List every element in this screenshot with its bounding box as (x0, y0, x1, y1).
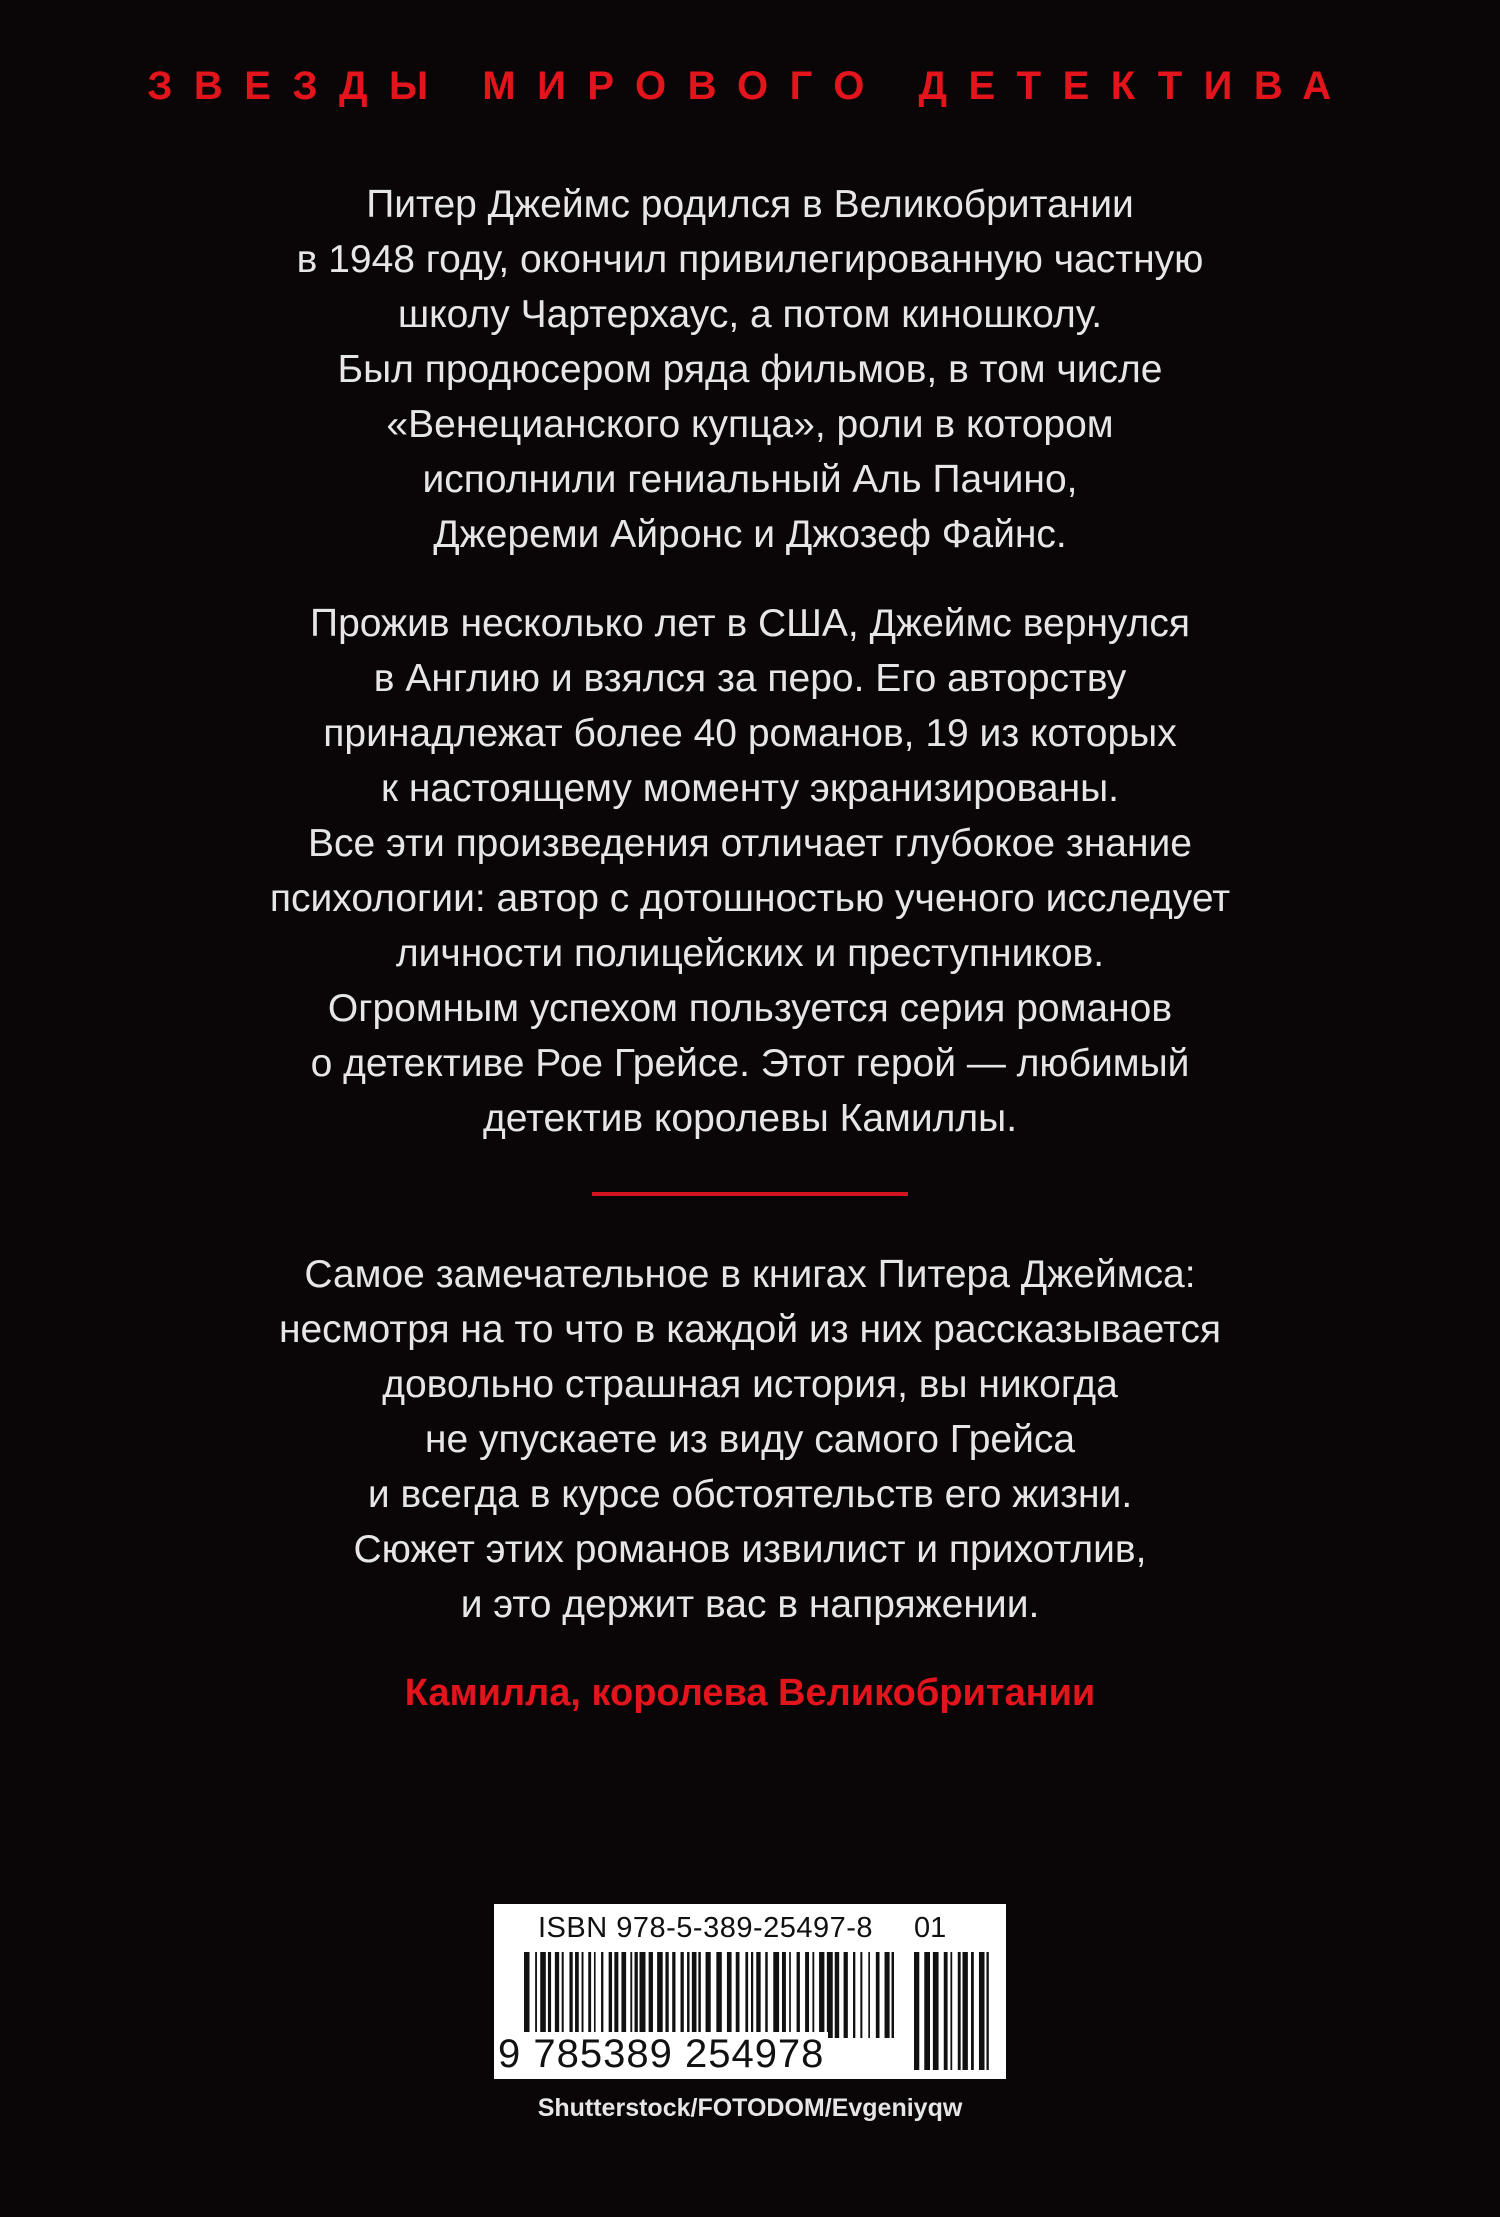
barcode-bar (844, 1952, 848, 2038)
barcode-bar (692, 1952, 697, 2038)
author-bio-paragraph (0, 177, 1500, 562)
barcode-bar (716, 1952, 721, 2038)
text-line: несмотря на то что в каждой из них рассказывается (278, 1308, 1222, 1351)
barcode-bar (986, 1952, 988, 2070)
text-line: Все эти произведения отличает глубокое знание (308, 822, 1192, 865)
barcode-bar (621, 1952, 626, 2038)
barcode-addon-label: 01 (914, 1912, 947, 1944)
barcode-bar (805, 1952, 809, 2038)
barcode-bar (958, 1952, 961, 2070)
text-line: в Англию и взялся за перо. Его авторству (373, 657, 1127, 700)
text-line: Прожив несколько лет в США, Джеймс вернулся (310, 602, 1190, 645)
barcode-bar (745, 1952, 748, 2038)
barcode-bar (535, 1952, 537, 2038)
barcode-bar (698, 1952, 700, 2038)
barcode-bar (630, 1952, 632, 2038)
text-line: психологии: автор с дотошностью ученого исследует (269, 877, 1231, 920)
barcode-bar (819, 1952, 824, 2038)
text-line: в 1948 году, окончил привилегированную частную (296, 238, 1204, 281)
text-line: Огромным успехом пользуется серия романов (327, 987, 1173, 1030)
text-line: Джереми Айронс и Джозеф Файнс. (433, 513, 1067, 556)
text-line: Самое замечательное в книгах Питера Джеймса: (304, 1253, 1196, 1296)
barcode-bar (979, 1952, 985, 2070)
text-line: «Венецианского купца», роли в котором (386, 403, 1114, 446)
barcode-bar (635, 1952, 638, 2038)
barcode-bars (524, 1952, 894, 2038)
text-line: и это держит вас в напряжении. (460, 1583, 1040, 1626)
barcode-bar (853, 1952, 855, 2038)
series-title: ЗВЕЗДЫ МИРОВОГО ДЕТЕКТИВА (147, 64, 1353, 108)
text-line: не упускаете из виду самого Грейса (424, 1418, 1076, 1461)
text-line: личности полицейских и преступников. (395, 932, 1105, 975)
barcode-bar (540, 1952, 546, 2038)
barcode-bar (575, 1952, 579, 2038)
barcode-bar (681, 1952, 684, 2038)
barcode-bar (569, 1952, 572, 2038)
barcode-bar (924, 1952, 930, 2070)
barcode-addon-bars (914, 1952, 990, 2070)
barcode-bar (562, 1952, 564, 2038)
author-career-paragraph (0, 596, 1500, 1146)
barcode-bar (657, 1952, 663, 2038)
barcode-bar (640, 1952, 646, 2038)
barcode-bar (797, 1952, 800, 2038)
barcode-bar (756, 1952, 760, 2038)
barcode-bar (588, 1952, 591, 2038)
text-line: и всегда в курсе обстоятельств его жизни. (367, 1473, 1133, 1516)
barcode-bar (548, 1952, 551, 2038)
red-divider (592, 1192, 908, 1196)
text-line: школу Чартерхаус, а потом киношколу. (397, 293, 1103, 336)
text-line: к настоящему моменту экранизированы. (380, 767, 1120, 810)
barcode-bar (914, 1952, 919, 2070)
text-line: Был продюсером ряда фильмов, в том числе (337, 348, 1163, 391)
barcode-bar (687, 1952, 689, 2038)
barcode-bar (963, 1952, 968, 2070)
barcode-bar (706, 1952, 711, 2038)
barcode-bar (933, 1952, 939, 2070)
barcode-bar (789, 1952, 791, 2038)
isbn-barcode (494, 1904, 1006, 2079)
text-line: Сюжет этих романов извилист и прихотлив, (353, 1528, 1147, 1571)
barcode-bar (892, 1952, 894, 2038)
barcode-bar (594, 1952, 596, 2038)
text-line: Питер Джеймс родился в Великобритании (366, 183, 1134, 226)
photo-credit: Shutterstock/FOTODOM/Evgeniyqw (537, 2094, 963, 2122)
barcode-bar (868, 1952, 870, 2038)
barcode-bar (812, 1952, 814, 2038)
text-line: исполнили гениальный Аль Пачино, (422, 458, 1078, 501)
text-line: довольно страшная история, вы никогда (382, 1363, 1118, 1406)
barcode-bar (727, 1952, 732, 2038)
text-line: детектив королевы Камиллы. (482, 1097, 1018, 1140)
text-line: о детективе Рое Грейсе. Этот герой — любимый (310, 1042, 1190, 1085)
text-line: принадлежат более 40 романов, 19 из которых (323, 712, 1177, 755)
barcode-bar (827, 1952, 833, 2038)
barcode-bar (944, 1952, 948, 2070)
barcode-bar (773, 1952, 779, 2038)
barcode-bar (555, 1952, 559, 2038)
barcode-bar (876, 1952, 880, 2038)
barcode-bar (524, 1952, 530, 2038)
isbn-label: ISBN 978-5-389-25497-8 (538, 1912, 874, 1944)
barcode-bar (835, 1952, 839, 2038)
barcode-bar (736, 1952, 740, 2038)
barcode-bar (765, 1952, 767, 2038)
barcode-bar (649, 1952, 653, 2038)
barcode-bar (971, 1952, 974, 2070)
barcode-bar (782, 1952, 786, 2038)
barcode-bar (860, 1952, 862, 2038)
barcode-bar (601, 1952, 603, 2038)
barcode-bar (609, 1952, 612, 2038)
barcode-bar (751, 1952, 753, 2038)
barcode-bar (582, 1952, 584, 2038)
quote-paragraph (0, 1247, 1500, 1632)
barcode-bar (614, 1952, 618, 2038)
barcode-bar (950, 1952, 952, 2070)
barcode-bar (665, 1952, 668, 2038)
barcode-bar (885, 1952, 890, 2038)
barcode-bar (672, 1952, 675, 2038)
quote-attribution: Камилла, королева Великобритании (404, 1672, 1096, 1714)
barcode-digits: 9 785389 254978 (498, 2032, 828, 2077)
